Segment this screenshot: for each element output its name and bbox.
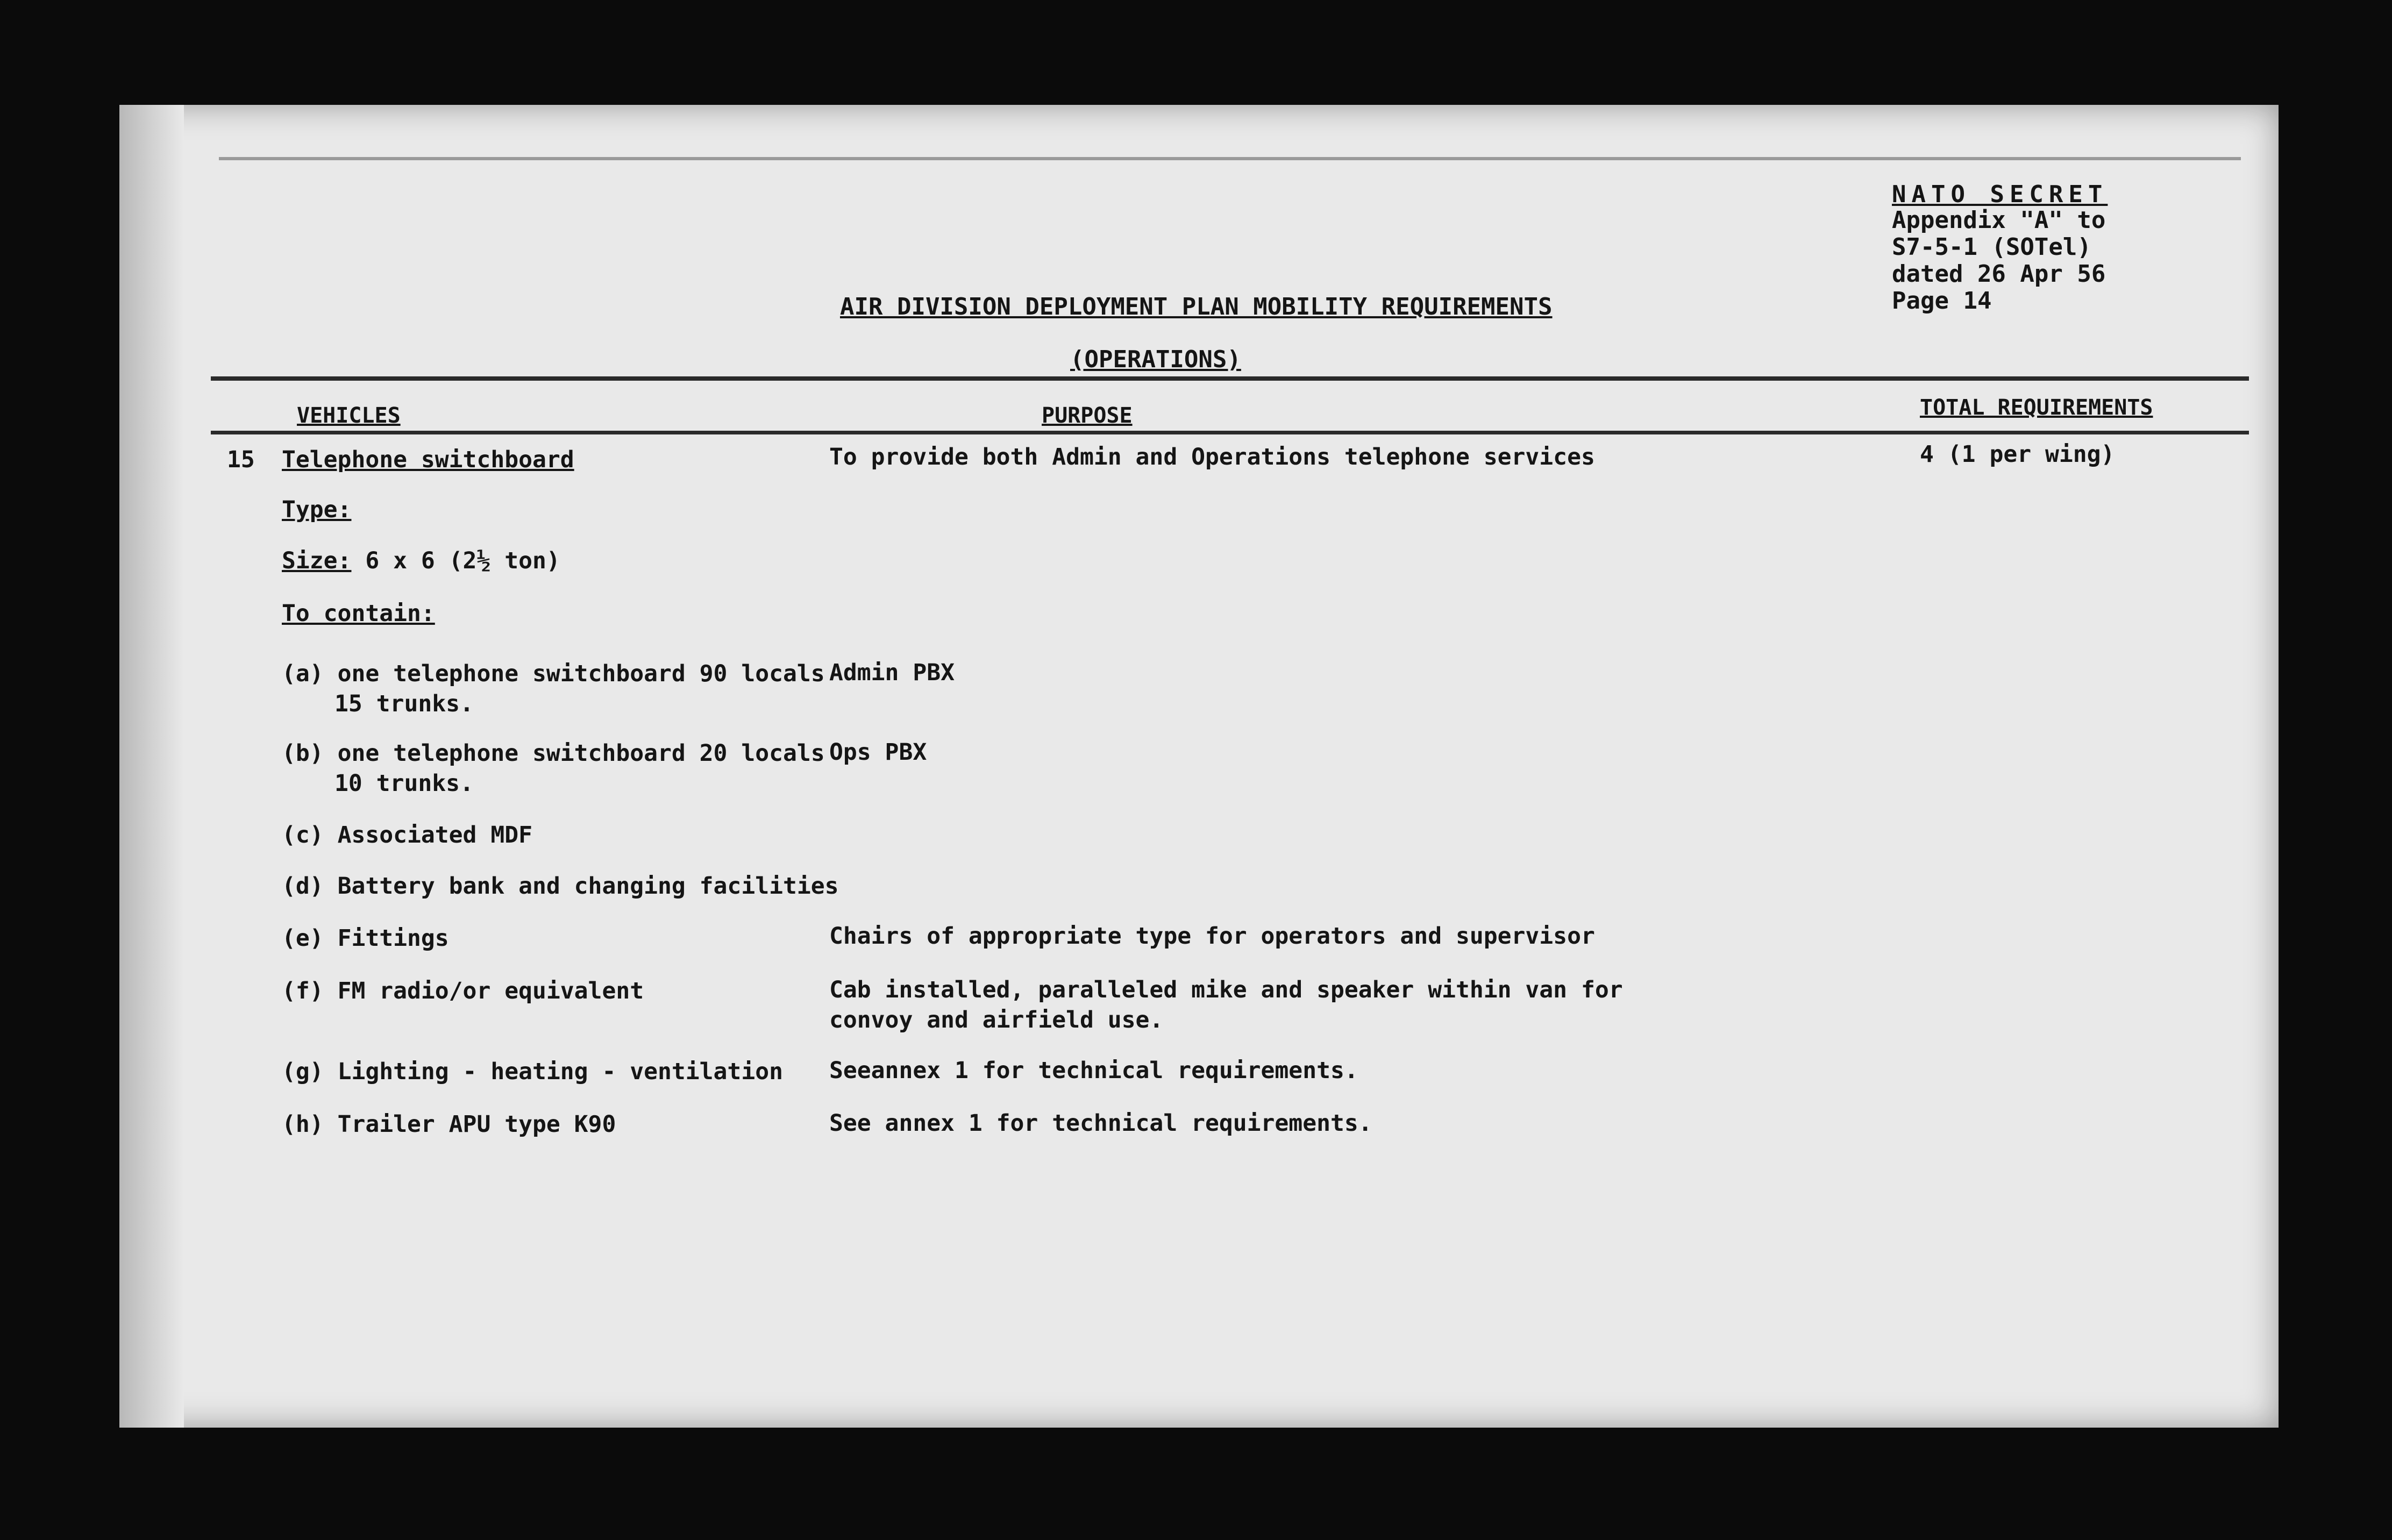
table-top-rule <box>211 376 2249 381</box>
item-a <box>282 659 825 719</box>
page-number: Page 14 <box>1892 287 1992 315</box>
item-text: one telephone switchboard 20 locals <box>337 740 825 767</box>
item-letter: (b) <box>282 740 324 767</box>
to-contain-label: To contain: <box>282 600 435 627</box>
column-header-purpose: PURPOSE <box>1042 403 1133 428</box>
item-text: one telephone switchboard 90 locals <box>337 660 825 687</box>
document-title: AIR DIVISION DEPLOYMENT PLAN MOBILITY REQUIREMENTS <box>840 293 1553 320</box>
item-h <box>282 1109 616 1139</box>
item-text: Lighting - heating - ventilation <box>337 1058 783 1085</box>
item-h-purpose: See annex 1 for technical requirements. <box>829 1110 1372 1137</box>
item-letter: (a) <box>282 660 324 687</box>
document-subtitle: (OPERATIONS) <box>1070 346 1241 373</box>
date-line: dated 26 Apr 56 <box>1892 260 2106 288</box>
item-text: Battery bank and changing facilities <box>337 873 839 900</box>
reference-line: S7-5-1 (SOTel) <box>1892 233 2091 261</box>
item-letter: (d) <box>282 873 324 900</box>
item-e <box>282 923 449 953</box>
item-b-purpose: Ops PBX <box>829 739 927 766</box>
item-letter: (c) <box>282 822 324 849</box>
column-header-vehicles: VEHICLES <box>297 403 401 428</box>
item-b <box>282 738 825 798</box>
document-page <box>119 105 2279 1428</box>
classification-marking: NATO SECRET <box>1892 181 2108 208</box>
item-text: Trailer APU type K90 <box>337 1111 616 1138</box>
item-c <box>282 820 532 850</box>
item-text-continued: 15 trunks. <box>334 690 474 717</box>
size-value: 6 x 6 (2½ ton) <box>351 547 560 574</box>
type-label: Type: <box>282 496 352 523</box>
size-line <box>282 546 560 576</box>
top-edge-rule <box>219 157 2241 160</box>
item-g-purpose: Seeannex 1 for technical requirements. <box>829 1057 1358 1084</box>
item-text: Associated MDF <box>337 822 532 849</box>
item-f-purpose <box>829 975 1623 1035</box>
entry-total: 4 (1 per wing) <box>1920 441 2115 468</box>
item-text: Fittings <box>337 925 449 952</box>
item-letter: (f) <box>282 978 324 1004</box>
entry-number: 15 <box>227 446 255 473</box>
item-purpose-line: Cab installed, paralleled mike and speaker within van for <box>829 976 1623 1003</box>
column-header-total: TOTAL REQUIREMENTS <box>1920 395 2153 420</box>
item-d <box>282 871 839 901</box>
item-g <box>282 1057 783 1087</box>
item-text-continued: 10 trunks. <box>334 770 474 797</box>
appendix-line: Appendix "A" to <box>1892 206 2106 234</box>
item-a-purpose: Admin PBX <box>829 659 955 686</box>
item-letter: (g) <box>282 1058 324 1085</box>
entry-purpose: To provide both Admin and Operations telephone services <box>829 444 1595 470</box>
size-label: Size: <box>282 547 352 574</box>
item-e-purpose: Chairs of appropriate type for operators and supervisor <box>829 923 1595 950</box>
item-letter: (h) <box>282 1111 324 1138</box>
item-text: FM radio/or equivalent <box>337 978 644 1004</box>
header-bottom-rule <box>211 431 2249 434</box>
entry-vehicle: Telephone switchboard <box>282 446 574 473</box>
item-letter: (e) <box>282 925 324 952</box>
item-purpose-line: convoy and airfield use. <box>829 1007 1164 1033</box>
item-f <box>282 976 644 1006</box>
